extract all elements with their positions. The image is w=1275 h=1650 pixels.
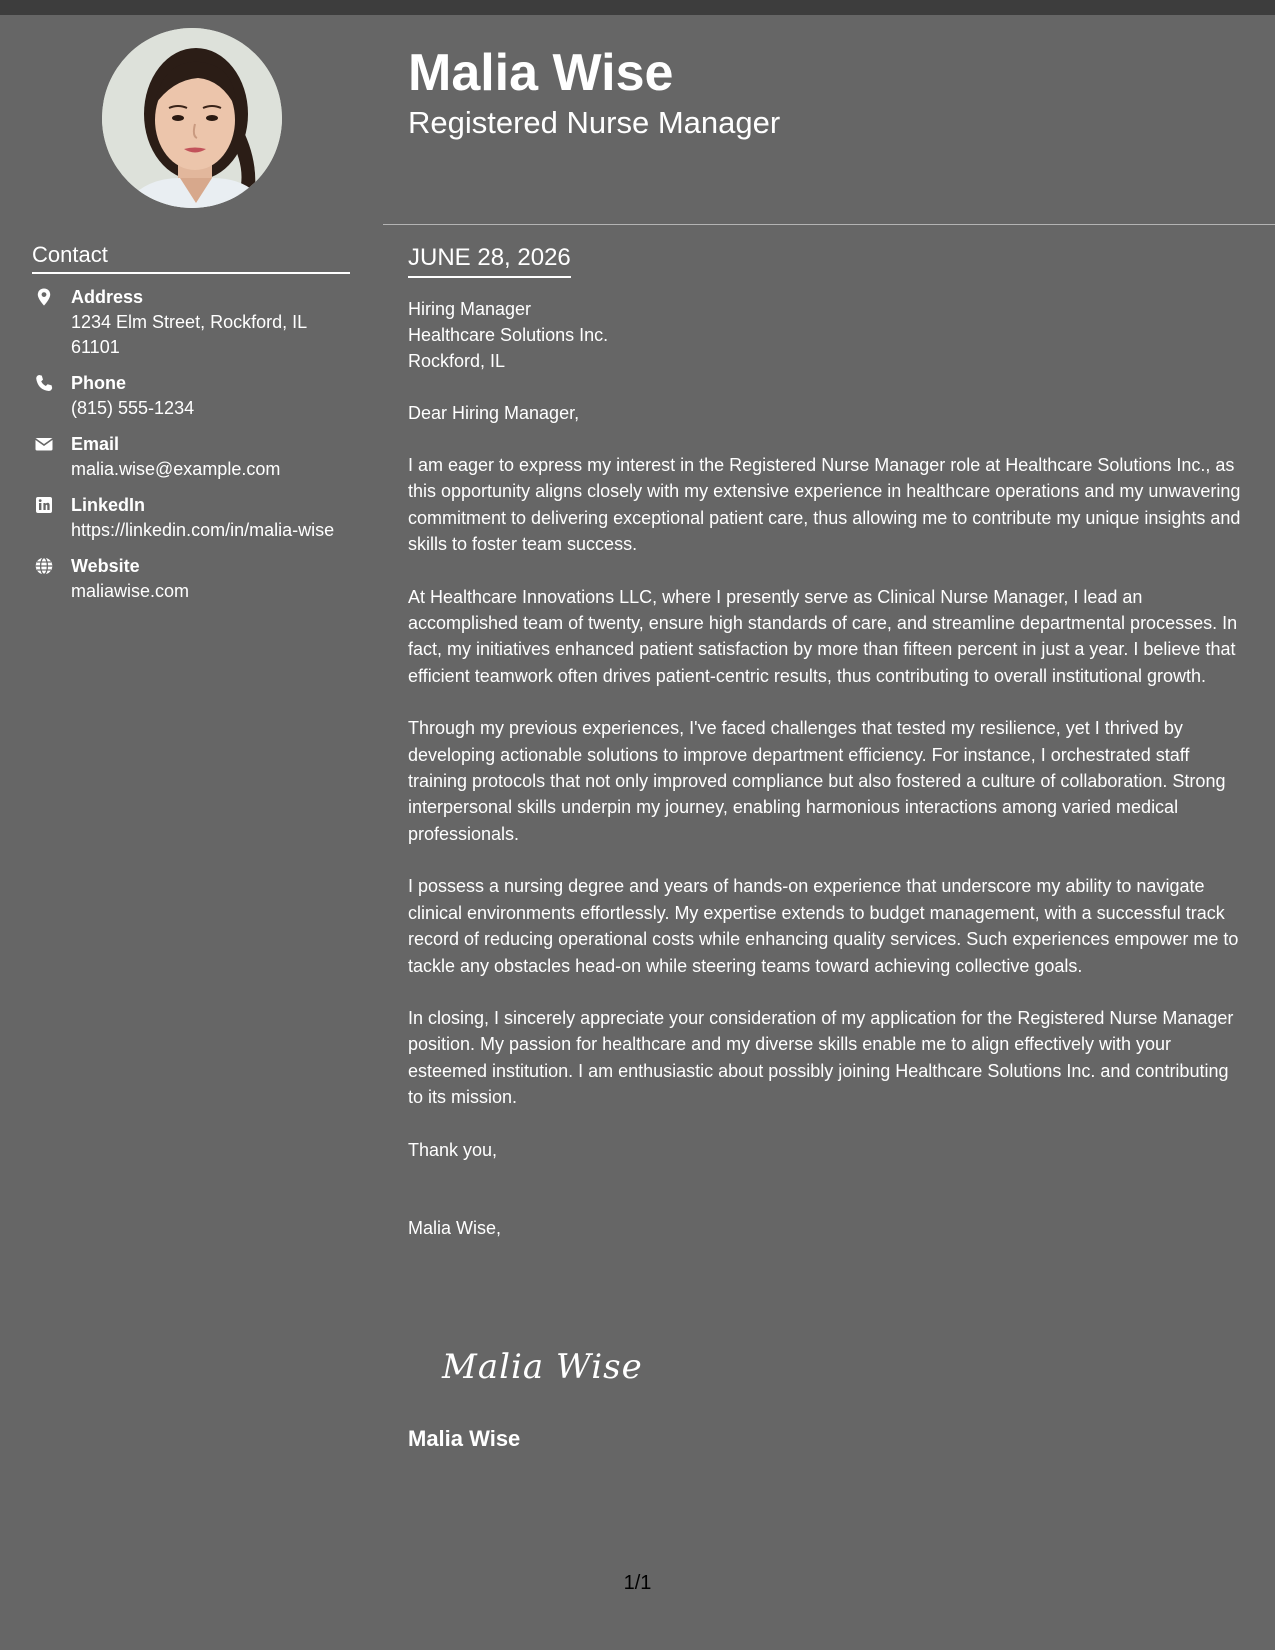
contact-item-email	[32, 432, 342, 482]
address-label: Address	[71, 287, 144, 307]
phone-label: Phone	[71, 373, 127, 393]
contact-item-linkedin	[32, 493, 342, 543]
globe-icon	[34, 556, 54, 576]
recipient-block	[408, 296, 1248, 374]
salutation: Dear Hiring Manager,	[408, 403, 580, 423]
signoff: Malia Wise,	[408, 1217, 502, 1238]
signature-image	[440, 1340, 660, 1390]
page-number: 1/1	[623, 1572, 652, 1594]
website-label: Website	[71, 556, 140, 576]
email-value[interactable]: malia.wise@example.com	[71, 459, 281, 479]
envelope-icon	[34, 434, 54, 454]
phone-icon	[34, 373, 54, 393]
contact-list	[32, 285, 342, 615]
contact-item-address	[32, 285, 342, 360]
avatar	[102, 28, 282, 208]
body-paragraph: In closing, I sincerely appreciate your consideration of my application for the Registered Nurse Manager position. My passion for healthcare and my diverse skills enable me to align effectively with your esteemed institution. I am enthusiastic about possibly joining Healthcare Solutions Inc. and contributing to its mission.	[408, 1007, 1234, 1108]
printed-name: Malia Wise	[408, 1426, 521, 1451]
letter-date: JUNE 28, 2026	[408, 241, 571, 278]
linkedin-value[interactable]: https://linkedin.com/in/malia-wise	[71, 520, 335, 540]
signature-text: Malia Wise	[442, 1347, 643, 1387]
recipient-line: Rockford, IL	[408, 351, 506, 371]
body-paragraph: At Healthcare Innovations LLC, where I presently serve as Clinical Nurse Manager, I lead an accomplished team of twenty, ensure high standards of care, and streamline departmental processes. In fact, my initiatives enhanced patient satisfaction by more than fifteen percent in just a year. I believe that efficient teamwork often drives patient-centric results, thus contributing to overall institutional growth.	[408, 586, 1238, 686]
phone-value: (815) 555-1234	[71, 398, 195, 418]
linkedin-icon	[34, 495, 54, 515]
body-paragraph: I am eager to express my interest in the Registered Nurse Manager role at Healthcare Solutions Inc., as this opportunity aligns closely with my extensive experience in healthcare operations and my unwavering commitment to delivering exceptional patient care, thus allowing me to contribute my unique insights and skills to foster team success.	[408, 455, 1241, 555]
letter-body	[408, 241, 1248, 1241]
sidebar	[0, 15, 383, 1650]
website-value[interactable]: maliawise.com	[71, 581, 190, 601]
linkedin-label: LinkedIn	[71, 495, 146, 515]
recipient-line: Healthcare Solutions Inc.	[408, 325, 609, 345]
applicant-name: Malia Wise	[408, 44, 674, 102]
map-pin-icon	[34, 287, 54, 307]
contact-item-phone	[32, 371, 342, 421]
body-paragraph: I possess a nursing degree and years of hands-on experience that underscore my ability to navigate clinical environments effortlessly. My expertise extends to budget management, with a successful track record of reducing operational costs while enhancing quality services. Such experiences empower me to tackle any obstacles head-on while steering teams toward achieving collective goals.	[408, 876, 1239, 976]
job-title: Registered Nurse Manager	[408, 105, 781, 140]
closing: Thank you,	[408, 1139, 498, 1160]
body-paragraph: Through my previous experiences, I've faced challenges that tested my resilience, yet I thrived by developing actionable solutions to improve department efficiency. For instance, I orchestrated staff training protocols that not only improved compliance but also fostered a culture of collaboration. Strong interpersonal skills underpin my journey, enabling harmonious interactions among varied medical professionals.	[408, 718, 1226, 844]
header-divider	[383, 224, 1275, 225]
contact-heading: Contact	[32, 240, 350, 274]
recipient-line: Hiring Manager	[408, 299, 532, 319]
email-label: Email	[71, 434, 120, 454]
contact-item-website	[32, 554, 342, 604]
top-bar	[0, 0, 1275, 15]
address-value: 1234 Elm Street, Rockford, IL 61101	[71, 312, 307, 357]
